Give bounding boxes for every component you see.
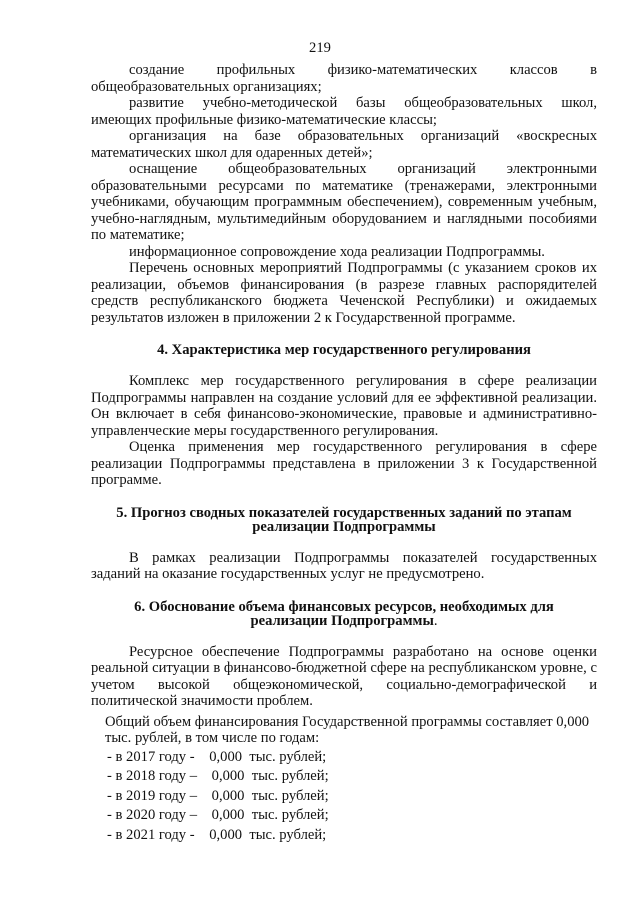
section-heading-6 xyxy=(91,600,597,628)
heading-line: 5. Прогноз сводных показателей государственных заданий по этапам xyxy=(116,504,572,521)
paragraph: информационное сопровождение хода реализации Подпрограммы. xyxy=(129,243,545,260)
paragraph: Ресурсное обеспечение Подпрограммы разработано на основе оценки реальной ситуации в финансово-бюджетной сфере на республиканском уровне, с учетом высокой общеэкономической, социально-демографической и политической значимости проблем. xyxy=(91,643,597,709)
paragraph: Перечень основных мероприятий Подпрограммы (с указанием сроков их реализации, объемов финансирования (в разрезе главных распорядителей средств республиканского бюджета Чеченской Республики) и ожидаемых результатов изложен в приложении 2 к Государственной программе. xyxy=(91,260,597,326)
paragraph: создание профильных физико-математических классов в общеобразовательных организациях; xyxy=(91,62,597,95)
list-item: - в 2017 году - 0,000 тыс. рублей; xyxy=(107,748,327,765)
page-number: 219 xyxy=(309,40,331,56)
paragraph-total: Общий объем финансирования Государственной программы составляет 0,000 тыс. рублей, в том числе по годам: xyxy=(105,713,590,746)
heading-line: реализации Подпрограммы xyxy=(252,518,436,535)
list-item: - в 2021 году - 0,000 тыс. рублей; xyxy=(107,826,327,843)
list-item: - в 2020 году – 0,000 тыс. рублей; xyxy=(107,807,329,823)
paragraph: оснащение общеобразовательных организаций электронными образовательными ресурсами по математике (тренажерами, электронными учебниками, обучающим программным обеспечением), современным учебным, учебно-наглядным, мультимедийным оборудованием и наглядными пособиями по математике; xyxy=(91,161,597,243)
list-item: - в 2018 году – 0,000 тыс. рублей; xyxy=(107,768,329,784)
paragraph: развитие учебно-методической базы общеобразовательных школ, имеющих профильные физико-математические классы; xyxy=(91,95,597,128)
heading-punctuation: . xyxy=(433,612,438,629)
document-body xyxy=(91,62,597,843)
list-item: - в 2019 году – 0,000 тыс. рублей; xyxy=(107,787,329,804)
section-heading-4: 4. Характеристика мер государственного регулирования xyxy=(157,342,531,358)
paragraph: организация на базе образовательных организаций «воскресных математических школ для одаренных детей»; xyxy=(91,128,597,161)
funding-by-year-list xyxy=(91,749,597,844)
heading-line: реализации Подпрограммы xyxy=(250,612,434,629)
paragraph: Комплекс мер государственного регулирования в сфере реализации Подпрограммы направлен на создание условий для ее эффективной реализации. Он включает в себя финансово-экономические, правовые и административно-управленческие меры государственного регулирования. xyxy=(91,373,597,439)
section-heading-5 xyxy=(91,506,597,534)
paragraph: Оценка применения мер государственного регулирования в сфере реализации Подпрограммы представлена в приложении 3 к Государственной программе. xyxy=(91,439,597,488)
paragraph: В рамках реализации Подпрограммы показателей государственных заданий на оказание государственных услуг не предусмотрено. xyxy=(91,549,597,582)
heading-line: 6. Обоснование объема финансовых ресурсов, необходимых для xyxy=(134,598,554,615)
